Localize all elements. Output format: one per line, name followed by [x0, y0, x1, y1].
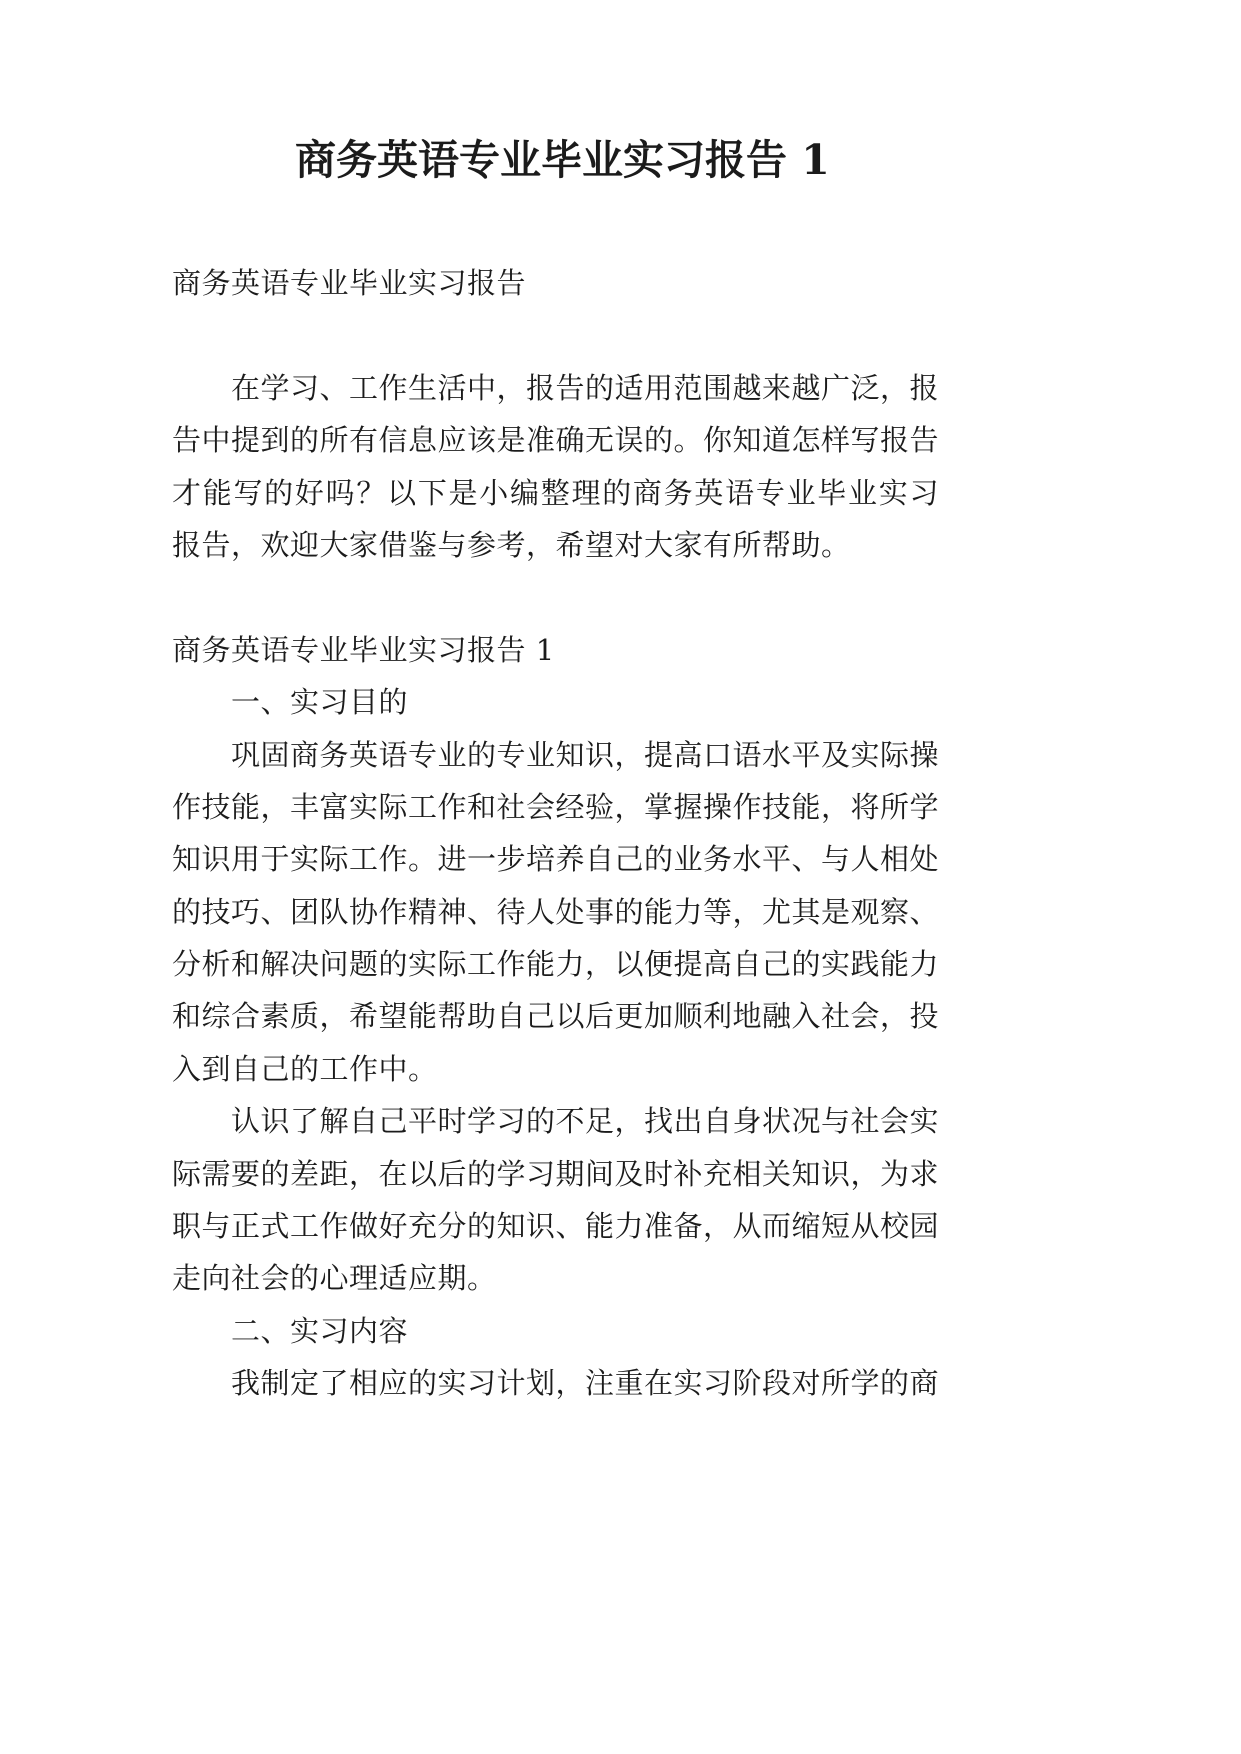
paragraph-line: 在学习、工作生活中，报告的适用范围越来越广泛，报 [231, 370, 940, 405]
document-body [172, 257, 939, 1410]
paragraph-line: 才能写的好吗？以下是小编整理的商务英语专业毕业实习 [172, 475, 939, 510]
part1-paragraph-2 [172, 1095, 939, 1305]
paragraph-line: 走向社会的心理适应期。 [172, 1261, 497, 1296]
paragraph-line: 入到自己的工作中。 [172, 1051, 438, 1086]
paragraph-line: 的技巧、团队协作精神、待人处事的能力等，尤其是观察、 [172, 894, 940, 929]
paragraph-line: 报告，欢迎大家借鉴与参考，希望对大家有所帮助。 [172, 527, 851, 562]
section-heading: 商务英语专业毕业实习报告 1 [172, 632, 555, 667]
paragraph-line: 分析和解决问题的实际工作能力，以便提高自己的实践能力 [172, 947, 940, 982]
part1-heading: 一、实习目的 [231, 685, 409, 720]
paragraph-line: 认识了解自己平时学习的不足，找出自身状况与社会实 [231, 1104, 940, 1139]
intro-paragraph [172, 362, 939, 572]
part2-heading: 二、实习内容 [231, 1313, 409, 1348]
paragraph-line: 职与正式工作做好充分的知识、能力准备，从而缩短从校园 [172, 1209, 940, 1244]
paragraph-line: 巩固商务英语专业的专业知识，提高口语水平及实际操 [231, 737, 940, 772]
paragraph-line: 知识用于实际工作。进一步培养自己的业务水平、与人相处 [172, 842, 940, 877]
paragraph-line: 我制定了相应的实习计划，注重在实习阶段对所学的商 [231, 1366, 940, 1401]
part1-paragraph-1 [172, 729, 939, 1096]
paragraph-line: 和综合素质，希望能帮助自己以后更加顺利地融入社会，投 [172, 999, 940, 1034]
paragraph-line: 际需要的差距，在以后的学习期间及时补充相关知识，为求 [172, 1156, 940, 1191]
part2-paragraph-1 [172, 1357, 939, 1409]
paragraph-line: 告中提到的所有信息应该是准确无误的。你知道怎样写报告 [172, 423, 940, 458]
document-title: 商务英语专业毕业实习报告 1 [295, 136, 830, 184]
document-subtitle: 商务英语专业毕业实习报告 [172, 266, 527, 300]
paragraph-line: 作技能，丰富实际工作和社会经验，掌握操作技能，将所学 [172, 789, 940, 824]
